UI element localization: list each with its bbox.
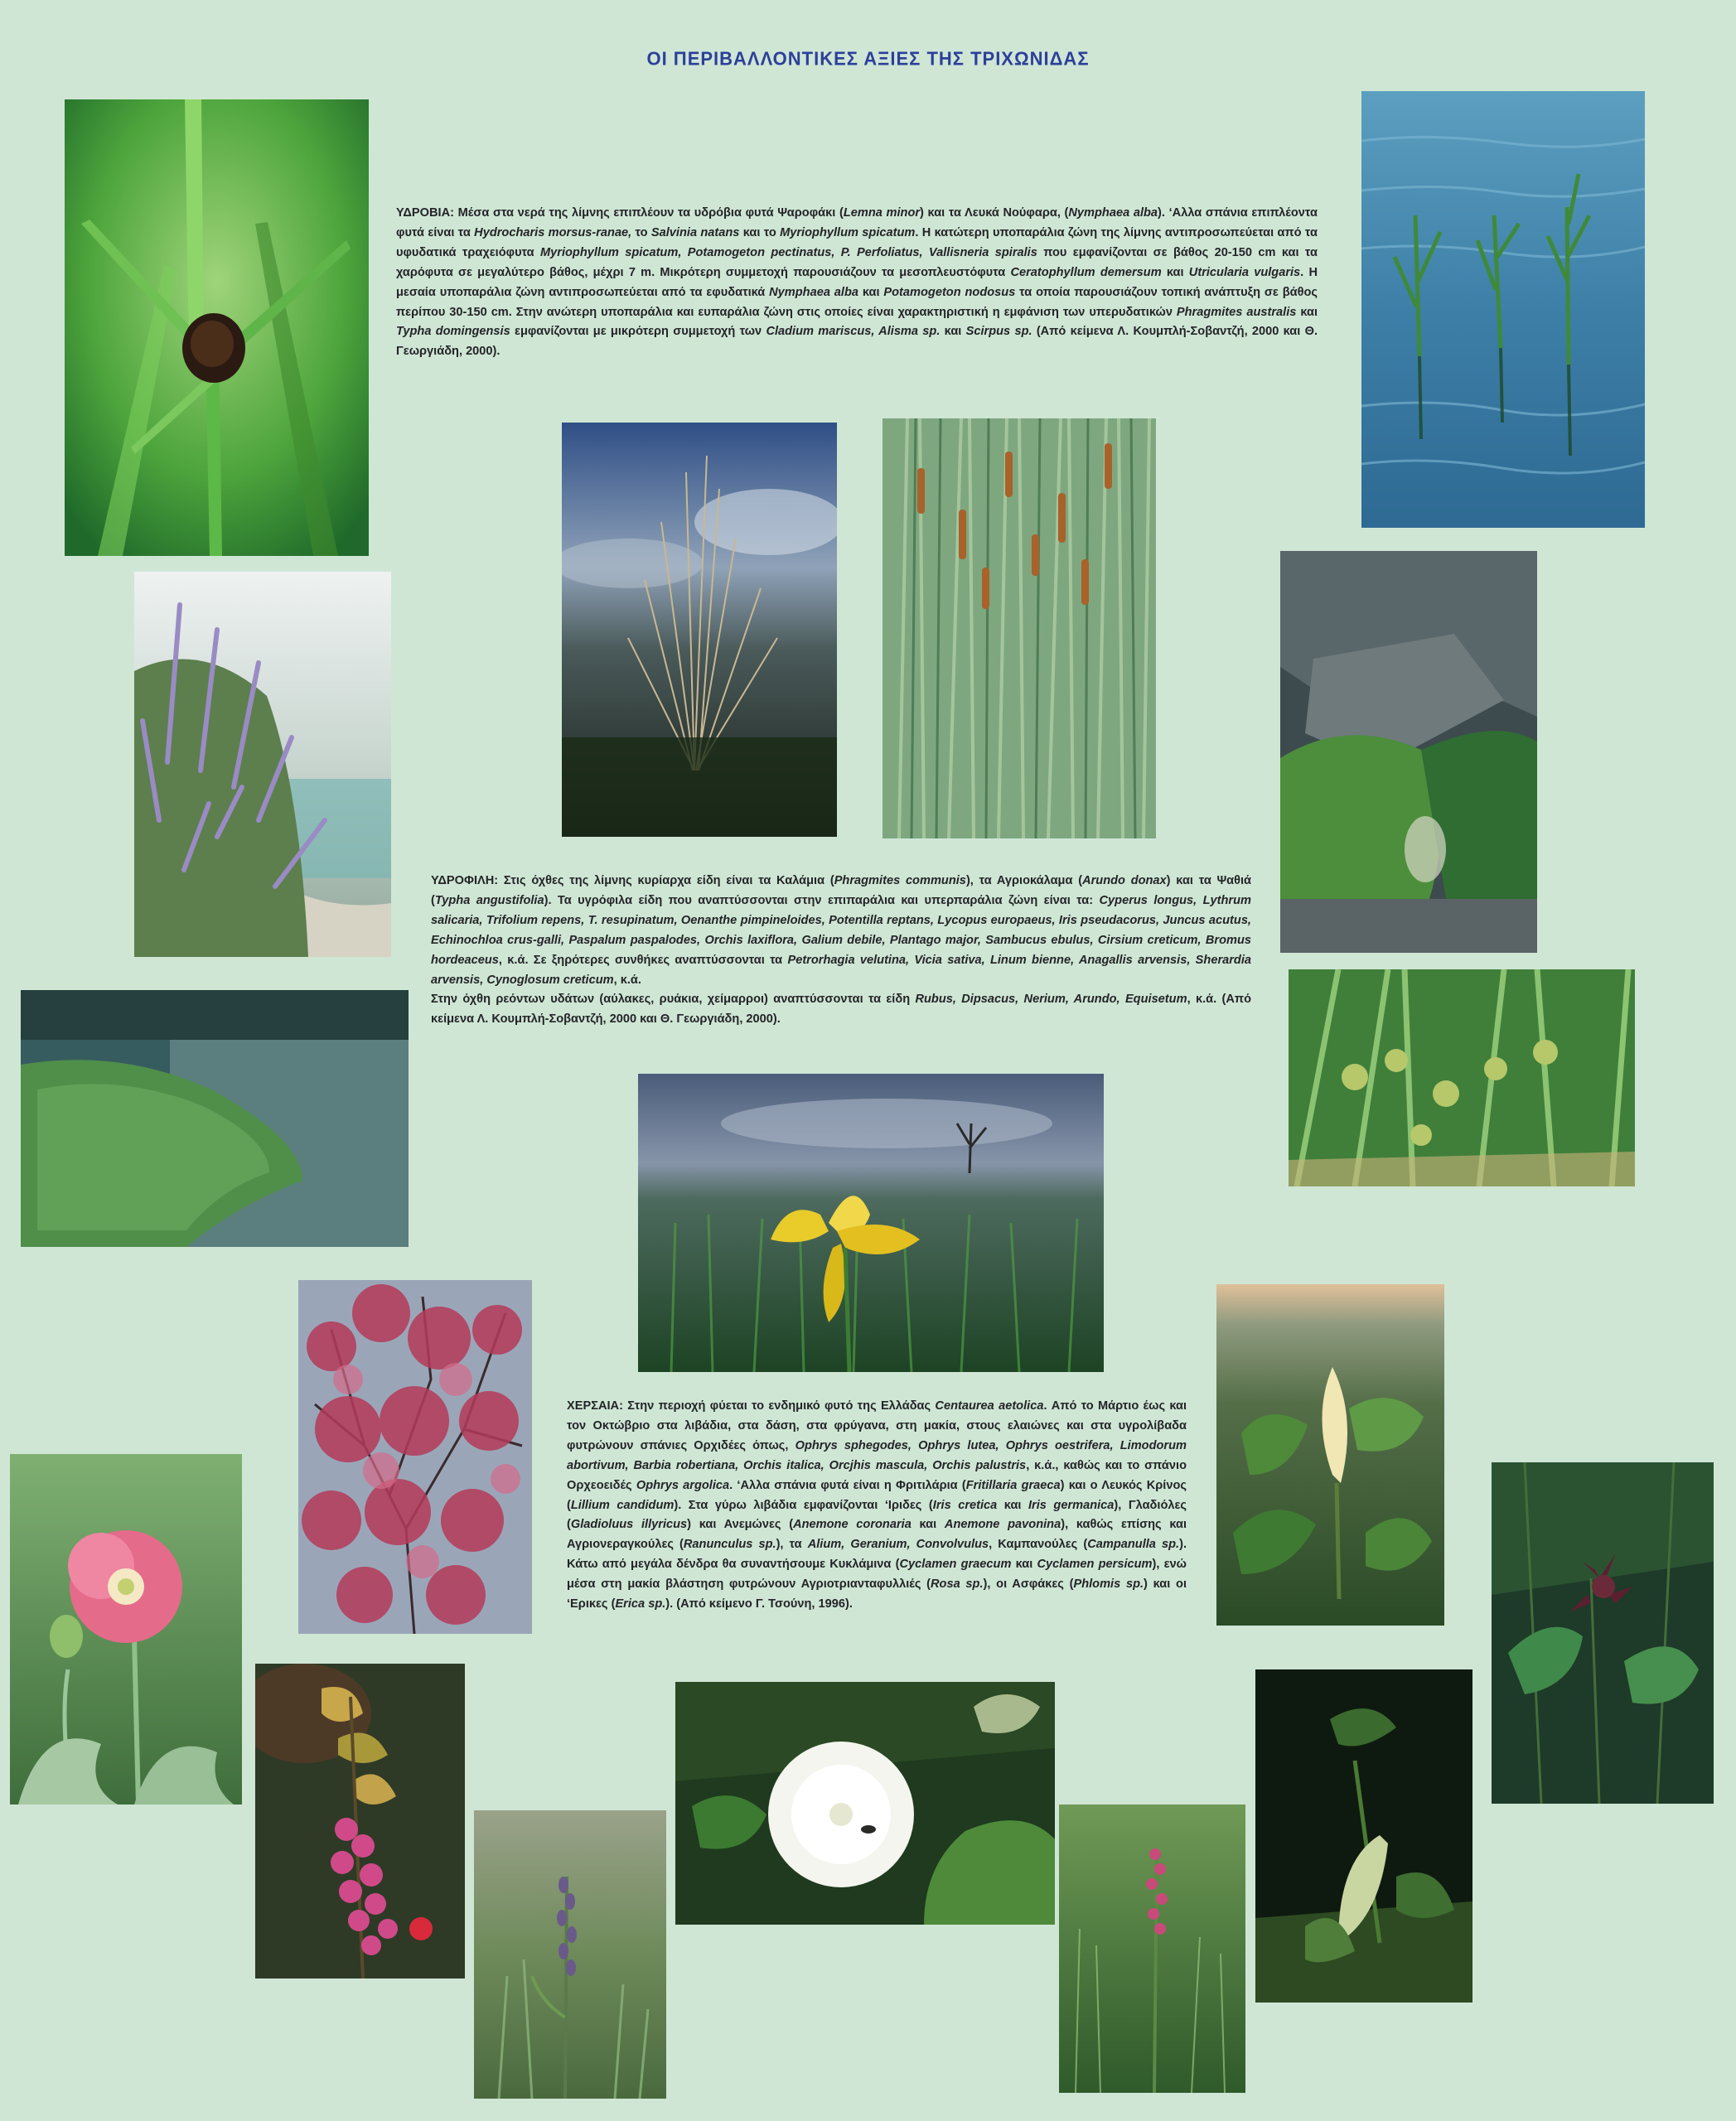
text-run: ) και τα Ψαθιά ( [431,874,1251,907]
text-run: ) και Ανεμώνες ( [687,1518,794,1532]
species-name: Cyperus longus, Lythrum salicaria, Trifolium repens, T. resupinatum, Oenanthe pimpineloides, Potentilla reptans, Lycopus europaeus, Iris pseudacorus, Juncus acutus, Echinochloa crus-galli, Paspalum paspalodes, Orchis laxiflora, Galium debile, Plantago major, Sambucus ebulus, Cirsium creticum, Bromus hordeaceus [431,893,1251,967]
section-chersaia-text [567,1397,1187,1615]
species-name: Arundo donax [1082,874,1167,887]
text-run: ) και ο Λευκός Κρίνος ( [567,1478,1187,1512]
section-chersaia-heading: ΧΕΡΣΑΙΑ: [567,1399,623,1413]
photo-pink-tree [298,1280,532,1634]
text-run: τα οποία παρουσιάζουν τοπική ανάπτυξη σε βάθος περίπου 30-150 cm. Στην ανώτερη υποπαράλια και ευπαράλια ζώνη στις οποίες είναι χαρακτηριστική η εμφάνιση των υπερυδατικών [396,285,1318,319]
photo-floating-plants [21,990,409,1247]
species-name: Nymphaea alba [769,285,858,299]
species-name: Myriophyllum spicatum, Potamogeton pectinatus, P. Perfoliatus, Vallisneria spiralis [540,245,1037,259]
text-run: ) και οι ‘Ερικες ( [567,1577,1187,1611]
species-name: Phlomis sp. [1073,1577,1144,1592]
species-name: Cladium mariscus, Alisma sp. [766,325,941,339]
text-run: και [997,1498,1028,1512]
text-run: το [631,225,651,239]
species-name: Petrorhagia velutina, Vicia sativa, Linum bienne, Anagallis arvensis, Sherardia arvensis, Cynoglosum creticum [431,953,1252,987]
species-name: Nymphaea alba [1068,206,1158,220]
text-run: Στην όχθη ρεόντων υδάτων (αύλακες, ρυάκια, χείμαρροι) αναπτύσσονται τα είδη [431,993,916,1007]
species-name: Rosa sp. [931,1577,984,1592]
text-run: ), Γλαδιόλες ( [567,1498,1187,1532]
photo-pink-flower-spike [255,1664,465,1978]
photo-sedge-seedheads [1289,969,1635,1186]
photo-tall-grass-sky [562,423,837,837]
text-run: ). ‘Αλλα σπάνια επιπλέοντα φυτά είναι τα [396,206,1318,239]
species-name: Anemone coronaria [793,1518,912,1532]
text-run: και [1011,1558,1037,1572]
text-run: . Από το Μάρτιο έως και τον Οκτώβριο στα λιβάδια, στα δάση, στα φρύγανα, στη μακία, στους ελαιώνες και στα υγρολίβαδα φυτρώνουν σπάνιες Ορχιδέες όπως, [567,1399,1187,1452]
section-chersaia [567,1397,1187,1615]
species-name: Ophrys argolica [636,1478,730,1492]
species-name: Alium, Geranium, Convolvulus [807,1538,989,1552]
text-run: , κ.ά., καθώς και το σπάνιο Ορχεοειδές [567,1458,1187,1492]
species-name: Anemone pavonina [944,1518,1061,1532]
species-name: Fritillaria graeca [965,1478,1061,1492]
photo-reeds-in-water [1361,91,1645,528]
text-run: ). Στα γύρω λιβάδια εμφανίζονται ‘Ιριδες ( [674,1498,933,1512]
photo-white-bindweed [675,1682,1055,1925]
text-run: Μέσα στα νερά της λίμνης επιπλέουν τα υδρόβια φυτά Ψαροφάκι ( [453,206,844,220]
species-name: Gladioluus illyricus [570,1518,688,1532]
species-name: Ceratophyllum demersum [1010,265,1162,279]
species-name: Phragmites australis [1176,305,1297,319]
section-ydrovia-heading: ΥΔΡΟΒΙΑ: [396,206,454,220]
photo-purple-shrub [134,572,391,957]
text-run: εμφανίζονται με μικρότερη συμμετοχή των [510,325,766,339]
text-run: ). Κάτω από μεγάλα δένδρα θα συναντήσουμε Κυκλάμινα ( [567,1538,1187,1572]
text-run: ), οι Ασφάκες ( [983,1577,1074,1592]
species-name: Cyclamen graecum [899,1558,1012,1572]
species-name: Iris germanica [1028,1498,1115,1512]
species-name: Phragmites communis [834,874,966,887]
section-ydrofili-text [431,872,1251,990]
species-name: Cyclamen persicum [1037,1558,1153,1572]
text-run: . Η μεσαία υποπαράλια ζώνη αντιπροσωπεύεται από τα εφυδατικά [396,265,1318,299]
photo-arum-lily-dark [1255,1669,1472,2003]
text-run: και [911,1518,945,1532]
species-name: Iris cretica [932,1498,998,1512]
text-run: (Από κείμενα Λ. Κουμπλή-Σοβαντζή, 2000 και Θ. Γεωργιάδη, 2000). [396,325,1318,359]
species-name: Ophrys sphegodes, Ophrys lutea, Ophrys oestrifera, Limodorum abortivum, Barbia robertiana, Orchis italica, Orcjhis mascula, Orchis palustris [567,1438,1187,1472]
photo-meadow-orchid-spike [474,1810,666,2099]
photo-meadow-pink-orchid [1059,1805,1245,2093]
text-run: Στις όχθες της λίμνης κυρίαρχα είδη είναι τα Καλάμια ( [498,874,834,887]
species-name: Typha angustifolia [434,893,544,907]
photo-cattails [883,418,1156,838]
text-run: ). Τα υγρόφιλα είδη που αναπτύσσονται στην επιπαράλια και υπερπαράλια ζώνη είναι τα: [544,893,1100,907]
species-name: Erica sp. [615,1597,666,1611]
text-run: ), τα [776,1538,808,1552]
text-run: , Καμπανούλες ( [989,1538,1088,1552]
section-ydrovia-text [396,204,1318,362]
text-run: και [1296,305,1318,319]
species-name: Lemna minor [843,206,921,220]
text-run: , κ.ά. Σε ξηρότερες συνθήκες αναπτύσσονται τα [498,953,788,967]
text-run: και [858,285,884,299]
species-name: Centaurea aetolica [935,1399,1044,1413]
text-run: , κ.ά. (Από κείμενα Λ. Κουμπλή-Σοβαντζή, 2000 και Θ. Γεωργιάδη, 2000). [431,993,1252,1027]
section-ydrofili-text-2 [431,990,1251,1030]
species-name: Scirpus sp. [965,325,1032,339]
text-run: και [940,325,966,339]
text-run: , κ.ά. [613,973,641,987]
species-name: Rubus, Dipsacus, Nerium, Arundo, Equisetum [915,993,1187,1007]
text-run: Στην περιοχή φύεται το ενδημικό φυτό της Ελλάδας [622,1399,936,1413]
photo-arum-flower [1216,1284,1444,1626]
photo-dark-purple-flower [1492,1462,1714,1804]
text-run: ) και τα Λευκά Νούφαρα, ( [920,206,1069,220]
section-ydrofili [431,872,1251,1030]
text-run: . ‘Αλλα σπάνια φυτά είναι η Φριτιλάρια ( [729,1478,966,1492]
species-name: Utricularia vulgaris [1188,265,1301,279]
photo-sedge-flowerhead [65,99,369,556]
species-name: Campanulla sp. [1087,1538,1180,1552]
text-run: και το [739,225,781,239]
species-name: Lillium candidum [570,1498,675,1512]
text-run: και [1161,265,1189,279]
photo-yellow-iris [638,1074,1104,1372]
species-name: Hydrocharis morsus-ranae, [474,225,632,239]
species-name: Potamogeton nodosus [883,285,1016,299]
page-title: ΟΙ ΠΕΡΙΒΑΛΛΟΝΤΙΚΕΣ ΑΞΙΕΣ ΤΗΣ ΤΡΙΧΩΝΙΔΑΣ [646,47,1090,70]
species-name: Typha domingensis [396,325,510,339]
section-ydrofili-heading: ΥΔΡΟΦΙΛΗ: [431,874,499,887]
photo-mossy-rock [1280,551,1537,953]
species-name: Myriophyllum spicatum [780,225,916,239]
species-name: Salvinia natans [650,225,740,239]
text-run: . Η κατώτερη υποπαράλια ζώνη της λίμνης αντιπροσωπεύεται από τα υφυδατικά τραχειόφυτα [396,225,1318,259]
text-run: που εμφανίζονται σε βάθος 20-150 cm και τα χαρόφυτα σε μεγαλύτερο βάθος, μέχρι 7 m. Μικρότερη συμμετοχή παρουσιάζουν τα μεσοπλευστόφυτα [396,245,1318,279]
text-run: ), καθώς επίσης και Αγριονεραγκούλες ( [567,1518,1187,1552]
text-run: ). (Από κείμενο Γ. Τσούνη, 1996). [665,1597,853,1611]
text-run: ), τα Αγριοκάλαμα ( [965,874,1083,887]
text-run: ), ενώ μέσα στη μακία βλάστηση φυτρώνουν Αγριοτριανταφυλλιές ( [567,1558,1187,1592]
photo-pink-poppy [10,1454,242,1805]
species-name: Ranunculus sp. [683,1538,776,1552]
section-ydrovia [396,204,1318,362]
